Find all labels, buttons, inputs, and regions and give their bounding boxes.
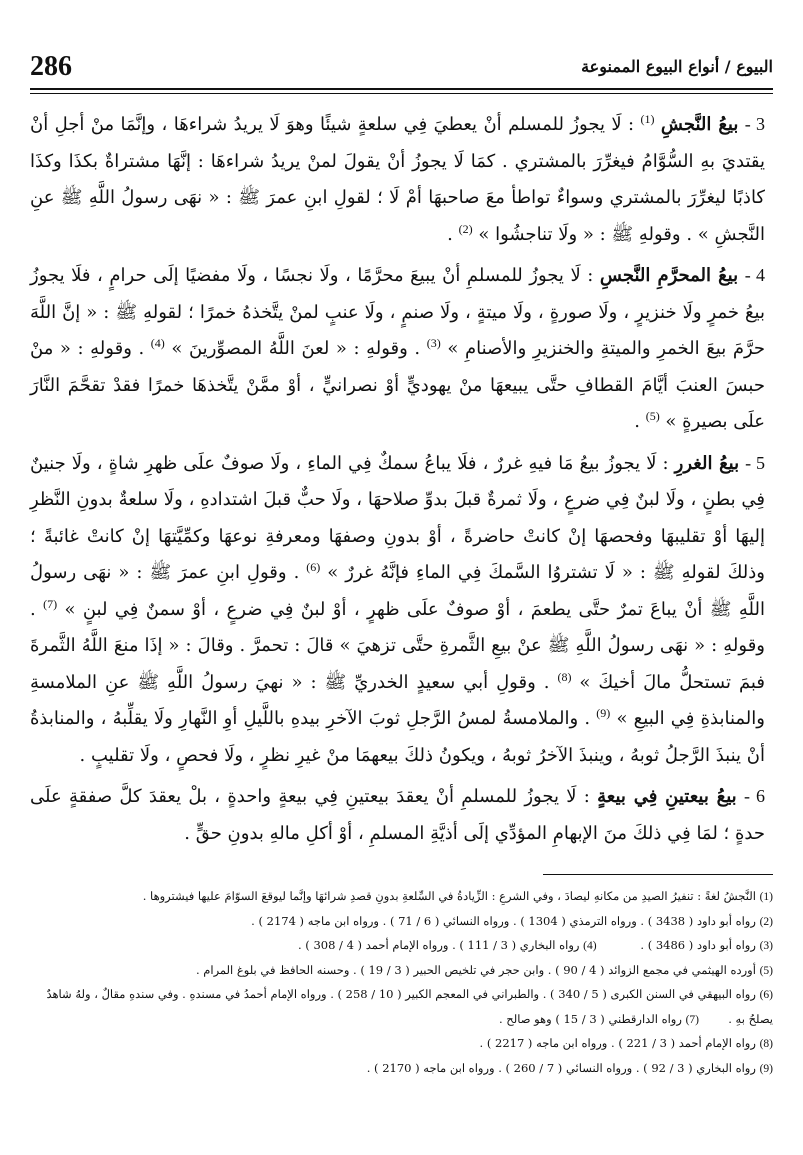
footnote-label: (4) <box>583 940 597 952</box>
section-text-tail: . <box>634 411 640 432</box>
section-number: 4 - <box>744 265 765 285</box>
footnote-label: (2) <box>759 915 773 928</box>
footnote-ref: (9) <box>596 706 611 720</box>
section-text: : لَا يجوزُ للمسلمِ أنْ يعقدَ بيعتينِ فِي بيعةٍ واحدةٍ ، بلْ يعقدَ كلَّ صفقةٍ علَى حدةٍ ؛ لمَا فِي ذلكَ منَ الإبهامِ المؤدِّي إلَى أذيَّةِ المسلمِ ، أوْ أكلِ مالهِ بدونِ حقٍّ . <box>30 786 765 844</box>
footnote-text: رواه أبو داود ( 3438 ) . ورواه الترمذي ( 1304 ) . ورواه النسائي ( 6 / 71 ) . ورواه ابن ماجه ( 2174 ) . <box>251 913 756 928</box>
footnote-text: رواه الدارقطني ( 3 / 15 ) وهو صالح . <box>498 1011 682 1026</box>
footnote-label: (7) <box>685 1013 699 1026</box>
section-term: بيعُ النَّجشِ <box>660 114 739 135</box>
footnote-text: أورده الهيثمي في مجمع الزوائد ( 4 / 90 ) . وابن حجر في تلخيص الحبير ( 3 / 19 ) . وحسنه الحافظ في بلوغ المرام . <box>195 962 756 977</box>
section-number: 5 - <box>745 452 765 473</box>
footnote-label: (8) <box>759 1038 773 1050</box>
footnote-ref: (5) <box>645 409 660 423</box>
section-najash <box>30 106 773 253</box>
section-number: 3 - <box>744 114 765 134</box>
section-text-tail: . <box>447 223 453 245</box>
section-term: بيعُ بيعتينِ فِي بيعةٍ <box>597 786 737 807</box>
section-muharram-najis <box>30 257 773 441</box>
footnotes <box>30 885 773 1081</box>
footnote-label: (6) <box>759 989 773 1001</box>
section-baiatain <box>30 778 773 852</box>
footnote-text: رواه أبو داود ( 3486 ) . <box>640 938 756 952</box>
footnote <box>30 934 773 959</box>
running-title: البيوع / أنواع البيوع الممنوعة <box>581 57 773 76</box>
section-text: : لَا يجوزُ بيعُ مَا فيهِ غررٌ ، فلَا يباعُ سمكٌ فِي الماءِ ، ولَا صوفٌ علَى ظهرِ شاةٍ ، ولَا جنينٌ فِي بطنٍ ، ولَا لبنٌ فِي ضرعٍ ، ولَا ثمرةٌ قبلَ بدوِّ صلاحهَا ، ولَا حبٌّ قبلَ اشتدادهِ ، ولَا سلعةٌ بدونِ النَّظرِ إليهَا أوْ تقليبهَا وفحصهَا إنْ كانتْ حاضرةً ، أوْ بدونِ وصفهَا ومعرفةِ نوعهَا وكمِّيَّتهَا إنْ كانتْ غائبةً ؛ وذلكَ لقولهِ ﷺ : « لَا تشتروُا السَّمكَ فِي الماءِ فإنَّهُ غررٌ » <box>30 452 765 583</box>
section-term: بيعُ الغررِ <box>674 452 740 474</box>
footnote-ref: (1) <box>640 112 655 126</box>
main-text <box>30 106 773 852</box>
section-text: . وقولِ أبي سعيدٍ الخدريِّ ﷺ : « نهيَ رسولُ اللَّهِ ﷺ عنِ الملامسةِ والمنابذةِ فِي البيعِ » <box>30 671 765 729</box>
page-number: 286 <box>30 51 72 82</box>
footnote-ref: (8) <box>557 669 572 684</box>
footnote-label: (9) <box>759 1062 773 1075</box>
footnote-divider <box>543 874 773 875</box>
section-text: : لَا يجوزُ للمسلم أنْ يعطيَ فِي سلعةٍ شيئًا وهوَ لَا يريدُ شراءهَا ، وإنَّمَا منْ أجلِ أنْ يقتديَ بهِ السُّوَّامُ فيغرِّرَ بالمشتري . كمَا لَا يجوزُ أنْ يقولَ لمنْ يريدُ شراءهَا : إنَّهَا مشتراةٌ بكذَا وكذَا كاذبًا ليغرِّرَ بالمشتري وسواءٌ تواطأ معَ صاحبهَا أمْ لَا ؛ لقولِ ابنِ عمرَ ﷺ : « نهَى رسولُ اللَّهِ ﷺ عنِ النَّجشِ » . وقولهِ ﷺ : « ولَا تناجشُوا » <box>30 114 765 245</box>
footnote-text: رواه البيهقي في السنن الكبرى ( 5 / 340 ) . والطبراني في المعجم الكبير ( 10 / 258 ) . ورواه الإمام أحمدُ في مسندهِ . وفي سندهِ مقالٌ ، ولهُ شاهدٌ يصلحُ بهِ . <box>46 987 773 1026</box>
footnote-ref: (7) <box>43 596 58 611</box>
footnote-text: النَّجشُ لغةً : تنفيرُ الصيدِ من مكانهِ ليصادَ ، وفي الشرعِ : الزِّيادةُ في السِّلعةِ بدونِ قصدِ شرائهَا وإنَّما ليوقعَ السوّامَ عليها فيشتروها . <box>142 889 756 903</box>
footnote-label: (1) <box>759 891 773 903</box>
book-page <box>30 48 773 1138</box>
footnote-ref: (3) <box>426 336 441 350</box>
footnote-ref: (4) <box>150 336 165 350</box>
section-text: . وقولهِ : « منْ حبسَ العنبَ أيَّامَ القطافِ حتَّى يبيعهَا منْ يهوديٍّ أوْ نصرانيٍّ ، أوْ ممَّنْ يتَّخذهَا خمرًا فقدْ تقحَّمَ النَّارَ علَى بصيرةٍ » <box>30 338 765 432</box>
footnote-text: رواه البخاري ( 3 / 111 ) . ورواه الإمام أحمد ( 4 / 308 ) . <box>297 938 580 952</box>
section-number: 6 - <box>743 786 765 806</box>
section-gharar <box>30 445 773 775</box>
footnote-label: (3) <box>759 940 773 952</box>
section-text: : لَا يجوزُ للمسلمِ أنْ يبيعَ محرَّمًا ، ولَا نجسًا ، ولَا مفضيًا إلَى حرامٍ ، فلَا يجوزُ بيعُ خمرٍ ولَا خنزيرٍ ، ولَا صورةٍ ، ولَا ميتةٍ ، ولَا صنمٍ ، ولَا عنبٍ لمنْ يتَّخذهُ خمرًا ؛ لقولهِ ﷺ : « إنَّ اللَّهَ حرَّمَ بيعَ الخمرِ والميتةِ والخنزيرِ والأصنامِ » <box>30 265 766 359</box>
footnote-label: (5) <box>759 964 773 977</box>
footnote-text: رواه البخاري ( 3 / 92 ) . ورواه النسائي ( 7 / 260 ) . ورواه ابن ماجه ( 2170 ) . <box>366 1060 756 1075</box>
section-text: . وقولهِ : « نهَى رسولُ اللَّهِ ﷺ عنْ بيعِ الثَّمرةِ حتَّى تزهيَ » قالَ : تحمرَّ . وقالَ : « إذَا منعَ اللَّهُ الثَّمرةَ فبمَ تستحلُّ مالَ أخيكَ » <box>30 598 765 693</box>
page-header <box>30 48 773 90</box>
footnote-text: رواه الإمام أحمد ( 3 / 221 ) . ورواه ابن ماجه ( 2217 ) . <box>479 1036 756 1050</box>
section-term: بيعُ المحرَّمِ النَّجسِ <box>599 265 739 286</box>
section-text: . وقولِ ابنِ عمرَ ﷺ : « نهَى رسولُ اللَّهِ ﷺ أنْ يباعَ تمرٌ حتَّى يطعمَ ، أوْ صوفٌ علَى ظهرٍ ، أوْ لبنٌ فِي ضرعٍ ، أوْ سمنٌ فِي لبنٍ » <box>30 562 765 620</box>
footnote-ref: (6) <box>306 560 321 574</box>
section-text: . وقولهِ : « لعنَ اللَّهُ المصوِّرينَ » <box>171 338 421 359</box>
footnote <box>30 959 773 984</box>
footnote <box>30 983 773 1032</box>
footnote <box>30 1032 773 1057</box>
section-text: . والملامسةُ لمسُ الرَّجلِ ثوبَ الآخرِ بيدهِ باللَّيلِ أوِ النَّهارِ ولَا يقلِّبهُ ، والمنابذةُ أنْ ينبذَ الرَّجلُ ثوبهُ ، وينبذَ الآخرُ ثوبهُ ، ويكونُ ذلكَ بيعهمَا منْ غيرِ نظرٍ ، ولَا فحصٍ ، ولَا تقليبٍ . <box>30 708 765 766</box>
footnote <box>30 910 773 935</box>
footnote <box>30 885 773 910</box>
footnote <box>30 1057 773 1082</box>
footnote-ref: (2) <box>458 221 473 236</box>
